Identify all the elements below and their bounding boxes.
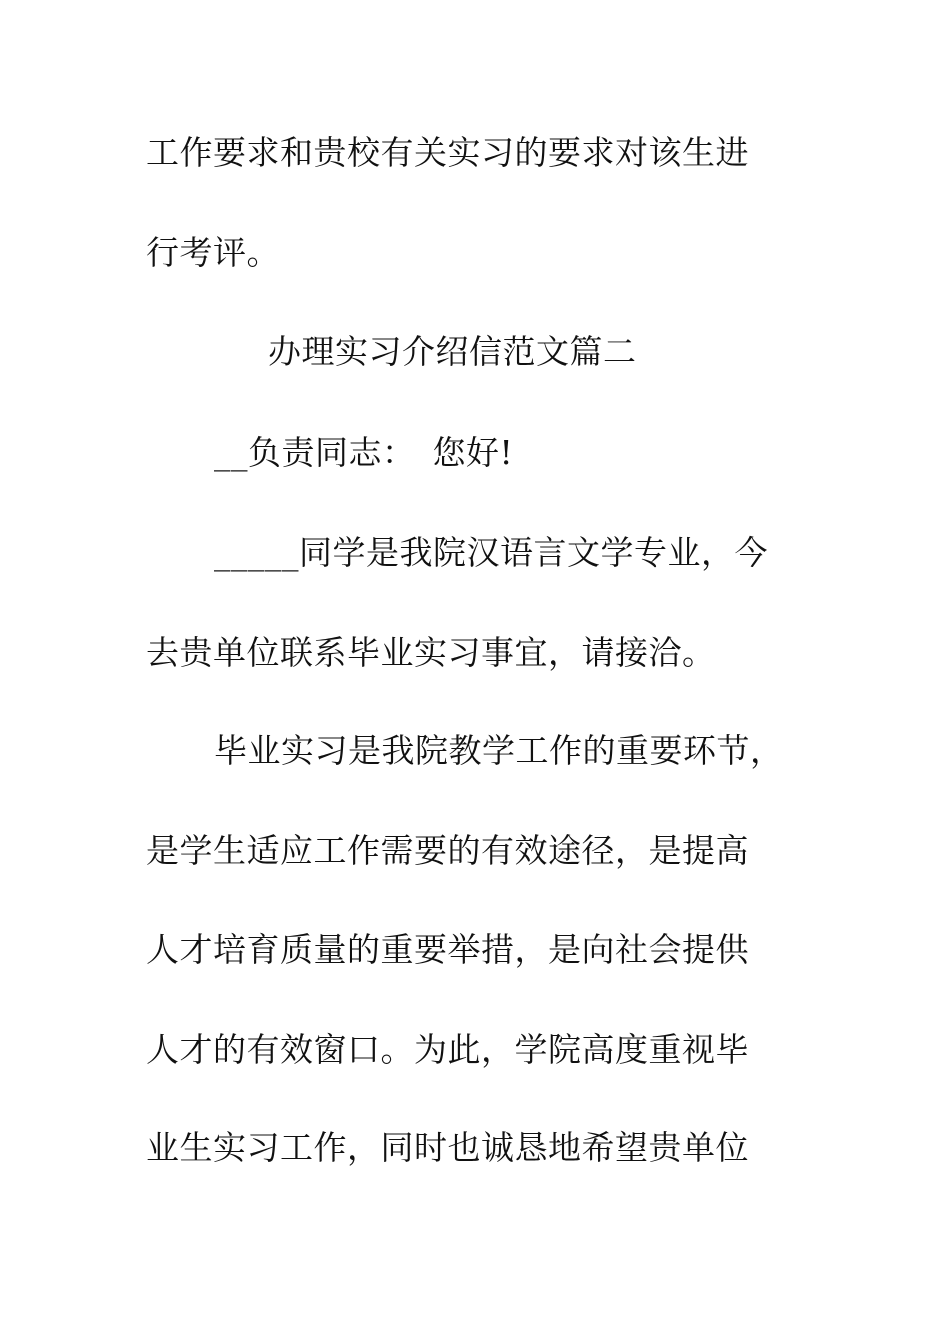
paragraph-line-6: 是学生适应工作需要的有效途径，是提高 xyxy=(146,831,749,870)
salutation-line: __负责同志： 您好! xyxy=(214,433,514,472)
paragraph-line-7: 人才培育质量的重要举措，是向社会提供 xyxy=(146,930,749,969)
paragraph-line-5: 毕业实习是我院教学工作的重要环节， xyxy=(214,731,784,770)
paragraph-line-1: 工作要求和贵校有关实习的要求对该生进 xyxy=(146,133,749,172)
paragraph-line-2: 行考评。 xyxy=(146,233,280,272)
paragraph-line-9: 业生实习工作，同时也诚恳地希望贵单位 xyxy=(146,1128,749,1167)
paragraph-line-3: _____同学是我院汉语言文学专业，今 xyxy=(214,533,768,572)
paragraph-line-4: 去贵单位联系毕业实习事宜，请接洽。 xyxy=(146,633,716,672)
paragraph-line-8: 人才的有效窗口。为此，学院高度重视毕 xyxy=(146,1030,749,1069)
section-heading: 办理实习介绍信范文篇二 xyxy=(268,332,637,371)
